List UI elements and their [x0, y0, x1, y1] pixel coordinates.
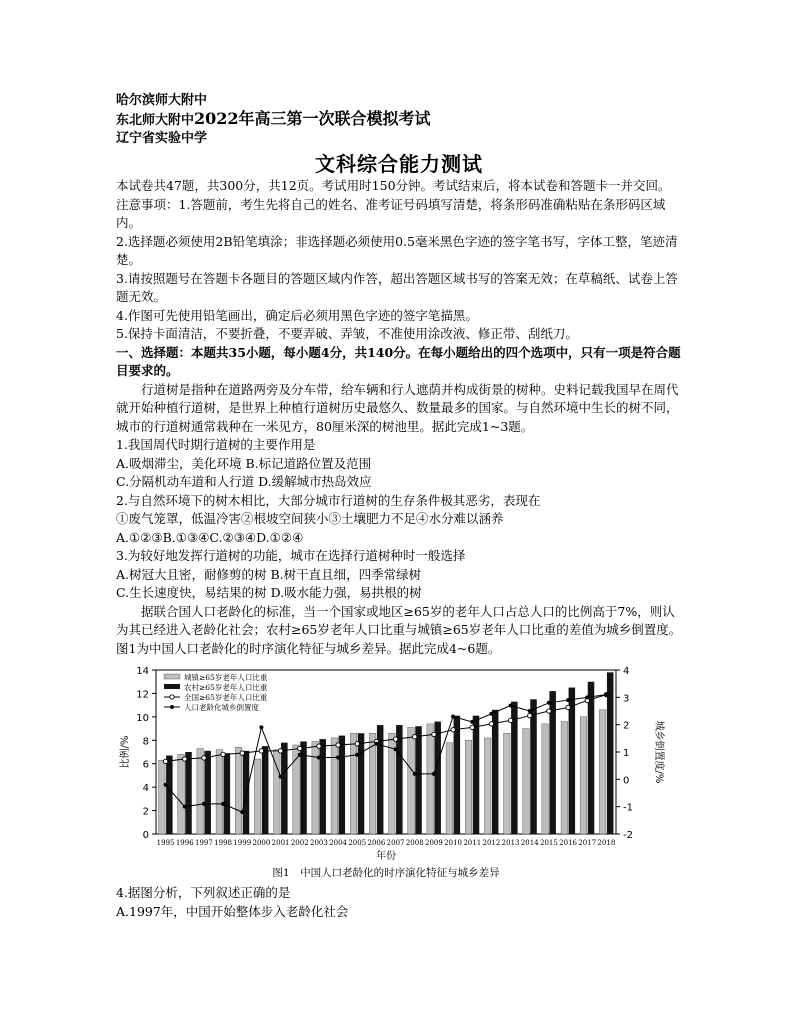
national-point: [470, 725, 474, 729]
x-tick-label: 2014: [520, 839, 539, 847]
page-title: 文科综合能力测试: [315, 152, 483, 176]
y-tick-label: 4: [142, 783, 149, 795]
urban-bar: [523, 729, 530, 834]
y-tick-label: 6: [142, 759, 149, 771]
question-2-options: A.①②③B.①③④C.②③④D.①②④: [116, 529, 304, 545]
exam-header: [116, 92, 682, 148]
inversion-point: [413, 772, 417, 776]
note-1: 注意事项：1.答题前，考生先将自己的姓名、准考证号码填写清楚，将条形码准确粘贴在条形码区域内。: [116, 196, 666, 230]
national-point: [278, 749, 282, 753]
school-name-2: 东北师大附中: [116, 113, 195, 128]
inversion-point: [240, 810, 244, 814]
rural-bar: [339, 736, 346, 834]
x-tick-label: 2011: [463, 839, 482, 847]
rural-bar: [224, 753, 231, 834]
national-point: [221, 752, 225, 756]
legend-label: 人口老龄化城乡倒置度: [184, 703, 259, 712]
note-5: 5.保持卡面清洁，不要折叠，不要弄破、弄皱，不准使用涂改液、修正带、刮纸刀。: [116, 326, 578, 341]
rural-bar: [454, 716, 461, 834]
national-point: [202, 756, 206, 760]
national-point: [317, 744, 321, 748]
national-point: [508, 718, 512, 722]
question-2-statements: ①废气笼罩，低温冷害②根坡空间狭小③土壤肥力不足④水分难以涵养: [116, 511, 504, 526]
inversion-point: [470, 720, 474, 724]
rural-bar: [396, 725, 403, 834]
rural-bar: [281, 743, 288, 834]
inversion-point: [509, 704, 513, 708]
inversion-point: [164, 783, 168, 787]
rural-bar: [262, 746, 269, 834]
y-tick-label: 0: [142, 830, 149, 841]
urban-bar: [484, 738, 491, 834]
urban-bar: [580, 717, 587, 834]
national-point: [240, 751, 244, 755]
y2-tick-label: -2: [623, 830, 633, 841]
x-tick-label: 2012: [482, 839, 501, 847]
urban-bar: [235, 747, 242, 834]
national-point: [432, 732, 436, 736]
national-point: [355, 742, 359, 746]
legend-label: 农村≥65岁老年人口比重: [184, 683, 268, 692]
rural-bar: [588, 682, 595, 834]
x-tick-label: 2015: [540, 839, 558, 847]
national-point: [393, 737, 397, 741]
y2-axis-label: 城乡倒置度/%: [653, 720, 664, 784]
x-tick-label: 2016: [559, 839, 577, 847]
x-tick-label: 2003: [310, 839, 328, 847]
y2-tick-label: 1: [623, 748, 630, 759]
x-tick-label: 1999: [233, 839, 252, 847]
y-tick-label: 2: [142, 806, 149, 818]
inversion-point: [259, 725, 263, 729]
rural-bar: [415, 726, 422, 834]
legend-label: 城镇≥65岁老年人口比重: [184, 673, 268, 682]
rural-bar: [204, 751, 211, 834]
x-tick-label: 2018: [597, 839, 616, 847]
urban-bar: [312, 741, 319, 834]
school-name-3: 辽宁省实验中学: [116, 131, 208, 146]
x-tick-label: 1995: [156, 839, 175, 847]
x-tick-label: 2002: [290, 839, 309, 847]
section-heading: 一、选择题：本题共35小题，每小题4分，共140分。在每小题给出的四个选项中，只有一项是符合题目要求的。: [116, 344, 681, 378]
question-2-stem: 2.与自然环境下的树木相比，大部分城市行道树的生存条件极其恶劣，表现在: [116, 492, 541, 508]
inversion-point: [317, 755, 321, 759]
legend-urban-swatch: [164, 674, 180, 679]
rural-bar: [319, 739, 326, 834]
national-point: [489, 722, 493, 726]
question-1-options-ab: A.吸烟滞尘，美化环境 B.标记道路位置及范围: [116, 455, 372, 471]
exam-name: 2022年高三第一次联合模拟考试: [194, 109, 431, 128]
urban-bar: [599, 710, 606, 834]
y2-tick-label: -1: [623, 802, 633, 814]
inversion-point: [394, 747, 398, 751]
y-tick-label: 14: [136, 666, 149, 677]
exam-page: [116, 92, 682, 921]
urban-bar: [465, 740, 472, 834]
inversion-point: [604, 693, 608, 697]
y-axis-label: 比例/%: [120, 735, 131, 769]
national-point: [298, 746, 302, 750]
note-4: 4.作图可先使用铅笔画出，确定后必须用黑色字迹的签字笔描黑。: [116, 307, 478, 323]
aging-chart-svg: [116, 664, 682, 880]
question-3-options-cd: C.生长速度快，易结果的树 D.吸水能力强，易拱根的树: [116, 585, 422, 600]
national-point: [336, 743, 340, 747]
inversion-point: [221, 802, 225, 806]
rural-bar: [166, 756, 173, 834]
legend-national-marker: [170, 695, 174, 699]
inversion-point: [355, 753, 359, 757]
x-tick-label: 2010: [444, 839, 462, 847]
rural-bar: [492, 710, 499, 834]
legend-inversion-marker: [170, 705, 174, 709]
rural-bar: [185, 752, 192, 834]
inversion-point: [336, 755, 340, 759]
urban-bar: [542, 724, 549, 834]
rural-bar: [530, 699, 537, 834]
x-axis-label: 年份: [376, 851, 396, 862]
aging-chart: [116, 664, 682, 880]
inversion-point: [451, 714, 455, 718]
legend-rural-swatch: [164, 684, 180, 689]
urban-bar: [446, 743, 453, 834]
urban-bar: [216, 750, 223, 834]
y-tick-label: 8: [142, 736, 149, 748]
question-4-option-a: A.1997年，中国开始整体步入老龄化社会: [116, 903, 349, 919]
inversion-point: [585, 695, 589, 699]
rural-bar: [434, 722, 441, 834]
national-point: [566, 705, 570, 709]
urban-bar: [331, 738, 338, 834]
inversion-point: [528, 709, 532, 713]
exam-intro: 本试卷共47题，共300分，共12页。考试用时150分钟。考试结束后，将本试卷和答题卡一并交回。: [116, 178, 671, 193]
inversion-point: [279, 775, 283, 779]
y2-tick-label: 0: [623, 775, 630, 787]
national-point: [259, 749, 263, 753]
urban-bar: [197, 748, 204, 834]
question-1-options-cd: C.分隔机动车道和人行道 D.缓解城市热岛效应: [116, 474, 372, 489]
inversion-point: [202, 802, 206, 806]
inversion-point: [547, 701, 551, 705]
urban-bar: [159, 760, 166, 834]
note-2: 2.选择题必须使用2B铅笔填涂；非选择题必须使用0.5毫米黑色字迹的签字笔书写，字体工整，笔迹清楚。: [116, 233, 678, 267]
x-tick-label: 2001: [271, 839, 290, 847]
y-tick-label: 10: [136, 712, 149, 724]
passage-street-trees: 行道树是指种在道路两旁及分车带，给车辆和行人遮荫并构成街景的树种。史料记载我国早在周代就开始种植行道树，是世界上种植行道树历史最悠久、数量最多的国家。与自然环境中生长的树不同，城市的行道树通常栽种在一米见方，80厘米深的树池里。据此完成1~3题。: [116, 381, 679, 434]
x-tick-label: 1998: [214, 839, 232, 847]
x-tick-label: 2004: [329, 839, 347, 847]
x-tick-label: 1997: [195, 839, 213, 847]
urban-bar: [254, 759, 261, 834]
y2-tick-label: 2: [623, 720, 630, 732]
question-4: [116, 884, 682, 921]
rural-bar: [243, 751, 250, 834]
national-point: [183, 757, 187, 761]
rural-bar: [473, 716, 480, 834]
chart-caption: 图1 中国人口老龄化的时序演化特征与城乡差异: [272, 867, 500, 879]
urban-bar: [350, 733, 357, 834]
rural-bar: [358, 733, 365, 834]
x-tick-label: 2006: [367, 839, 386, 847]
national-point: [413, 735, 417, 739]
x-tick-label: 2005: [348, 839, 367, 847]
x-tick-label: 1996: [175, 839, 194, 847]
inversion-point: [298, 753, 302, 757]
question-4-stem: 4.据图分析，下列叙述正确的是: [116, 885, 291, 900]
inversion-point: [374, 742, 378, 746]
urban-bar: [427, 724, 434, 834]
inversion-point: [183, 805, 187, 809]
national-point: [528, 713, 532, 717]
legend-label: 全国≥65岁老年人口比重: [184, 693, 268, 702]
urban-bar: [504, 733, 511, 834]
urban-bar: [408, 727, 415, 834]
x-tick-label: 2013: [501, 839, 520, 847]
urban-bar: [369, 733, 376, 834]
national-point: [547, 709, 551, 713]
question-1-stem: 1.我国周代时期行道树的主要作用是: [116, 437, 316, 452]
urban-bar: [561, 722, 568, 834]
inversion-point: [432, 772, 436, 776]
question-3-stem: 3.为较好地发挥行道树的功能，城市在选择行道树种时一般选择: [116, 548, 466, 563]
inversion-point: [566, 698, 570, 702]
y2-tick-label: 4: [623, 666, 630, 677]
national-point: [451, 728, 455, 732]
x-tick-label: 2007: [386, 839, 405, 847]
exam-header-line: [116, 110, 682, 130]
x-tick-label: 2000: [252, 839, 271, 847]
urban-bar: [178, 754, 185, 834]
question-3-options-ab: A.树冠大且密，耐修剪的树 B.树干直且细，四季常绿树: [116, 566, 422, 582]
y2-tick-label: 3: [623, 693, 630, 705]
passage-aging: 据联合国人口老龄化的标准，当一个国家或地区≥65岁的老年人口占总人口的比例高于7%，则认为其已经进入老龄化社会；农村≥65岁老年人口比重与城镇≥65岁老年人口比重的差值为城乡倒置度。图1为中国人口老龄化的时序演化特征与城乡差异。据此完成4~6题。: [116, 603, 682, 656]
y-tick-label: 12: [136, 689, 149, 701]
x-tick-label: 2009: [425, 839, 443, 847]
note-3: 3.请按照题号在答题卡各题目的答题区域内作答，超出答题区域书写的答案无效；在草稿纸、试卷上答题无效。: [116, 270, 678, 304]
x-tick-label: 2008: [405, 839, 424, 847]
school-name-1: 哈尔滨师大附中: [116, 93, 208, 108]
exam-body: [116, 177, 682, 658]
national-point: [163, 759, 167, 763]
inversion-point: [489, 712, 493, 716]
x-tick-label: 2017: [578, 839, 597, 847]
